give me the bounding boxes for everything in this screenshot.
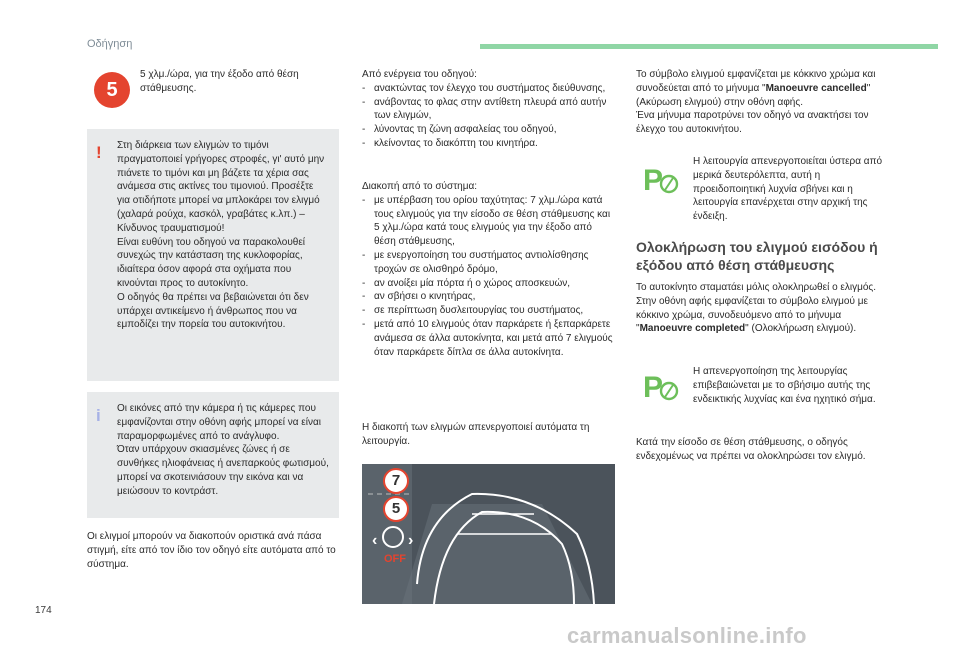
off-label: OFF — [384, 553, 406, 565]
system-action-title: Διακοπή από το σύστημα: — [362, 181, 478, 192]
message-manoeuvre-cancelled: Manoeuvre cancelled — [765, 82, 867, 94]
list-item: - κλείνοντας το διακόπτη του κινητήρα. — [362, 137, 614, 151]
watermark: carmanualsonline.info — [567, 623, 807, 648]
parking-p-icon — [641, 160, 681, 205]
exclamation-icon: ! — [96, 143, 102, 162]
list-item: - αν ανοίξει μία πόρτα ή ο χώρος αποσκευών, — [362, 277, 614, 291]
warning-panel — [87, 129, 339, 381]
system-action-list — [362, 194, 614, 360]
list-item: - αν σβήσει ο κινητήρας, — [362, 290, 614, 304]
confirmation-note: Η απενεργοποίηση της λειτουργίας επιβεβαιώνεται με το σβήσιμο αυτής της ενδεικτικής λυχνίας και ένα ηχητικό σήμα. — [693, 366, 876, 405]
info-icon: i — [96, 406, 101, 425]
cancelled-text-before: Το σύμβολο ελιγμού εμφανίζεται με κόκκινο χρώμα και συνοδεύεται από το μήνυμα " — [636, 69, 876, 94]
step-badge: 5 — [94, 72, 130, 108]
deactivation-note: Η λειτουργία απενεργοποιείται ύστερα από μερικά δευτερόλεπτα, αυτή η προειδοποιητική λυχνία σβήνει και η λειτουργία επανέρχεται στην αρχική της ένδειξη. — [693, 156, 883, 223]
parking-p-icon-2 — [641, 367, 681, 412]
auto-deactivation-text: Η διακοπή των ελιγμών απενεργοποιεί αυτόματα τη λειτουργία. — [362, 422, 590, 447]
marker-5-badge: 5 — [383, 496, 409, 522]
svg-text:P: P — [643, 164, 664, 197]
section-heading: Ολοκλήρωση του ελιγμού εισόδου ή εξόδου από θέση στάθμευσης — [636, 239, 878, 274]
parking-assist-icon — [641, 160, 681, 200]
list-item: - μετά από 10 ελιγμούς όταν παρκάρετε ή ξεπαρκάρετε ανάμεσα σε άλλα αυτοκίνητα, και μετά από 7 ελιγμούς όταν παρκάρετε δίπλα σε άλλα αυτοκίνητα. — [362, 318, 614, 359]
list-item: - ανακτώντας τον έλεγχο του συστήματος διεύθυνσης, — [362, 82, 614, 96]
cancelled-paragraph — [636, 68, 898, 137]
section-header: Οδήγηση — [87, 38, 133, 50]
completed-text-before: Το αυτοκίνητο σταματάει μόλις ολοκληρωθεί ο ελιγμός. Στην οθόνη αφής εμφανίζεται το σύμβολο ελιγμού με κόκκινο χρώμα, συνοδευόμενο από το μήνυμα " — [636, 282, 877, 335]
final-note: Κατά την είσοδο σε θέση στάθμευσης, ο οδηγός ενδεχομένως να πρέπει να ολοκληρώσει τον ελιγμό. — [636, 437, 866, 462]
cancelled-text-after: " (Ακύρωση ελιγμού) στην οθόνη αφής. Ένα μήνυμα παροτρύνει τον οδηγό να ανακτήσει τον έλεγχο του αυτοκινήτου. — [636, 82, 871, 136]
steering-wheel-icon — [382, 526, 404, 548]
chevron-left-icon: ‹ — [372, 532, 378, 549]
list-item: - με υπέρβαση του ορίου ταχύτητας: 7 χλμ./ώρα κατά τους ελιγμούς για την είσοδο σε θέση στάθμευσης και 5 χλμ./ώρα κατά τους ελιγμούς για την έξοδο από θέση στάθμευσης, — [362, 194, 614, 249]
list-item: - ανάβοντας το φλας στην αντίθετη πλευρά από αυτήν των ελιγμών, — [362, 96, 614, 124]
camera-view-image — [362, 464, 615, 604]
driver-action-list — [362, 82, 614, 151]
message-manoeuvre-completed: Manoeuvre completed — [639, 323, 746, 335]
completed-text-after: " (Ολοκλήρωση ελιγμού). — [745, 323, 857, 335]
driver-action-title: Από ενέργεια του οδηγού: — [362, 69, 477, 80]
list-item: - με ενεργοποίηση του συστήματος αντιολίσθησης τροχών σε ολισθηρό δρόμο, — [362, 249, 614, 277]
driver-action-block — [362, 68, 614, 151]
cancel-intro-text: Οι ελιγμοί μπορούν να διακοπούν οριστικά ανά πάσα στιγμή, είτε από τον ίδιο τον οδηγό είτε αυτόματα από το σύστημα. — [87, 531, 336, 570]
list-item: - λύνοντας τη ζώνη ασφαλείας του οδηγού, — [362, 123, 614, 137]
step-text: 5 χλμ./ώρα, για την έξοδο από θέση στάθμευσης. — [140, 69, 299, 94]
info-text: Οι εικόνες από την κάμερα ή τις κάμερες που εμφανίζονται στην οθόνη αφής μπορεί να είναι παραμορφωμένες από το ανάγλυφο. Όταν υπάρχουν σκιασμένες ζώνες ή σε συνθήκες ηλιοφάνειας ή ανεπαρκούς φωτισμού, μπορεί να σκοτεινιάσουν την εικόνα και να μειώσουν το κοντράστ. — [117, 403, 329, 497]
header-accent-bar — [480, 44, 938, 49]
warning-text: Στη διάρκεια των ελιγμών το τιμόνι πραγματοποιεί γρήγορες στροφές, γι' αυτό μην πιάνετε το τιμόνι και μη βάζετε τα χέρια σας ανάμεσα στις ακτίνες του τιμονιού. Προσέξτε για οτιδήποτε μπορεί να μπλοκάρει τον ελιγμό (χαλαρά ρούχα, κασκόλ, γραβάτες κ.λπ.) – Κίνδυνος τραυματισμού! Είναι ευθύνη του οδηγού να παρακολουθεί συνεχώς την κατάσταση της κυκλοφορίας, ιδιαίτερα όσον αφορά στα οχήματα που κινούνται προς το αυτοκίνητο. Ο οδηγός θα πρέπει να βεβαιώνεται ότι δεν υπάρχει αντικείμενο ή άνθρωπος που να εμποδίζει την πορεία του αυτοκινήτου. — [117, 140, 325, 331]
parking-assist-icon — [641, 367, 681, 407]
svg-text:P: P — [643, 371, 664, 404]
list-item: - σε περίπτωση δυσλειτουργίας του συστήματος, — [362, 304, 614, 318]
completed-paragraph — [636, 281, 898, 336]
page-number: 174 — [35, 605, 52, 616]
chevron-right-icon: › — [408, 532, 414, 549]
system-action-block — [362, 180, 614, 359]
info-panel — [87, 392, 339, 518]
marker-7-badge: 7 — [383, 468, 409, 494]
